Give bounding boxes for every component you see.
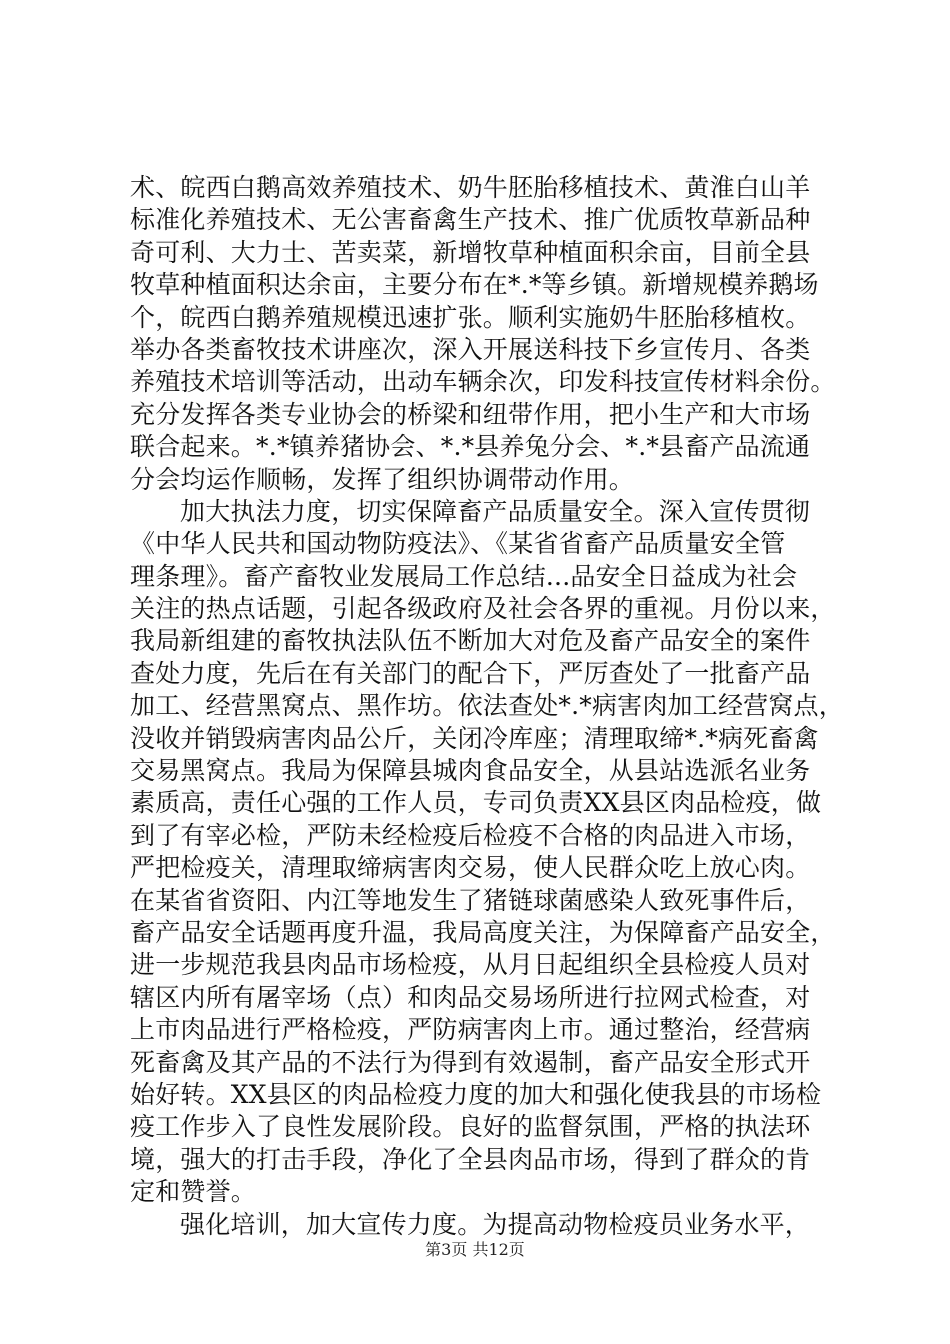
- text-line: 严把检疫关，清理取缔病害肉交易，使人民群众吃上放心肉。: [130, 853, 811, 883]
- text-line: 加工、经营黑窝点、黑作坊。依法查处*.*病害肉加工经营窝点，: [130, 691, 844, 721]
- body-text: [130, 172, 844, 1241]
- text-line: 在某省省资阳、内江等地发生了猪链球菌感染人致死事件后，: [130, 885, 811, 915]
- text-line: 辖区内所有屠宰场（点）和肉品交易场所进行拉网式检查，对: [130, 982, 811, 1012]
- text-line: 举办各类畜牧技术讲座次，深入开展送科技下乡宣传月、各类: [130, 334, 811, 364]
- text-line: 上市肉品进行严格检疫，严防病害肉上市。通过整治，经营病: [130, 1015, 811, 1045]
- paragraph-start-line: 强化培训，加大宣传力度。为提高动物检疫员业务水平，: [180, 1209, 811, 1239]
- text-line: 我局新组建的畜牧执法队伍不断加大对危及畜产品安全的案件: [130, 626, 811, 656]
- text-line: 死畜禽及其产品的不法行为得到有效遏制，畜产品安全形式开: [130, 1047, 811, 1077]
- text-line: 联合起来。*.*镇养猪协会、*.*县养兔分会、*.*县畜产品流通: [130, 432, 811, 462]
- text-line: 养殖技术培训等活动，出动车辆余次，印发科技宣传材料余份。: [130, 367, 836, 397]
- page-number-label: 第3页 共12页: [425, 1240, 525, 1259]
- text-line: 关注的热点话题，引起各级政府及社会各界的重视。月份以来，: [130, 594, 836, 624]
- text-line: 查处力度，先后在有关部门的配合下，严厉查处了一批畜产品: [130, 658, 811, 688]
- text-line: 分会均运作顺畅，发挥了组织协调带动作用。: [130, 464, 635, 494]
- text-line: 充分发挥各类专业协会的桥梁和纽带作用，把小生产和大市场: [130, 399, 811, 429]
- text-line: 素质高，责任心强的工作人员，专司负责XX县区肉品检疫，做: [130, 788, 822, 818]
- paragraph-start-line: 加大执法力度，切实保障畜产品质量安全。深入宣传贯彻: [180, 496, 811, 526]
- text-line: 定和赞誉。: [130, 1177, 257, 1207]
- text-line: 畜产品安全话题再度升温，我局高度关注，为保障畜产品安全，: [130, 917, 836, 947]
- text-line: 标准化养殖技术、无公害畜禽生产技术、推广优质牧草新品种: [130, 205, 811, 235]
- text-line: 奇可利、大力士、苦卖菜，新增牧草种植面积余亩，目前全县: [130, 237, 811, 267]
- text-line: 理条理》。畜产畜牧业发展局工作总结...品安全日益成为社会: [130, 561, 798, 591]
- text-line: 疫工作步入了良性发展阶段。良好的监督氛围，严格的执法环: [130, 1112, 811, 1142]
- text-line: 交易黑窝点。我局为保障县城肉食品安全，从县站选派名业务: [130, 756, 811, 786]
- text-line: 进一步规范我县肉品市场检疫，从月日起组织全县检疫人员对: [130, 950, 811, 980]
- text-line: 始好转。XX县区的肉品检疫力度的加大和强化使我县的市场检: [130, 1079, 822, 1109]
- text-line: 没收并销毁病害肉品公斤，关闭冷库座；清理取缔*.*病死畜禽: [130, 723, 819, 753]
- text-line: 境，强大的打击手段，净化了全县肉品市场，得到了群众的肯: [130, 1144, 811, 1174]
- text-line: 《中华人民共和国动物防疫法》、《某省省畜产品质量安全管: [130, 529, 786, 559]
- text-line: 到了有宰必检，严防未经检疫后检疫不合格的肉品进入市场，: [130, 820, 811, 850]
- text-line: 个，皖西白鹅养殖规模迅速扩张。顺利实施奶牛胚胎移植枚。: [130, 302, 811, 332]
- text-line: 术、皖西白鹅高效养殖技术、奶牛胚胎移植技术、黄淮白山羊: [130, 173, 811, 202]
- page-footer: [0, 1240, 950, 1260]
- text-line: 牧草种植面积达余亩，主要分布在*.*等乡镇。新增规模养鹅场: [130, 270, 819, 300]
